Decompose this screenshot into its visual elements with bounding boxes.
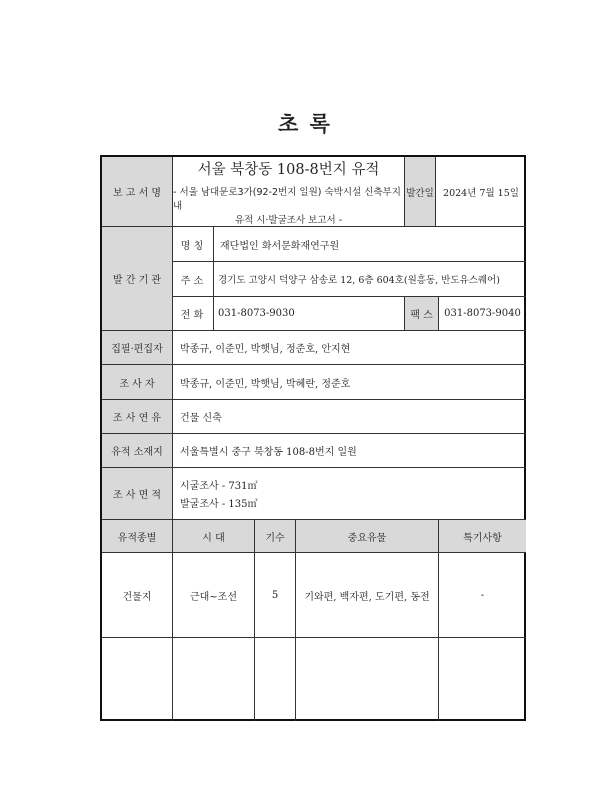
reason-label: 조 사 연 유: [102, 400, 172, 433]
table-cell-artifacts: 기와편, 백자편, 도기편, 동전: [304, 591, 430, 603]
publisher-phone-value: 031-8073-9030: [218, 308, 295, 319]
report-subtitle-line1: - 서울 남대문로3가(92-2번지 일원) 숙박시설 신축부지 내: [173, 186, 401, 212]
divider: [102, 552, 526, 553]
area-values: [173, 468, 526, 519]
publisher-name-label: 명 칭: [180, 240, 204, 252]
location-label: 유적 소재지: [102, 434, 172, 467]
col-header-period: 시 대: [173, 520, 254, 552]
area-excavation: 발굴조사 - 135㎡: [180, 499, 258, 510]
divider: [254, 520, 255, 721]
report-title-label: 보 고 서 명: [102, 157, 172, 226]
divider: [172, 520, 173, 721]
publisher-fax-value: 031-8073-9040: [444, 308, 521, 319]
divider: [102, 330, 526, 331]
publisher-address-value: 경기도 고양시 덕양구 삼송로 12, 6층 604호(원흥동, 반도유스퀘어): [218, 275, 500, 286]
publish-date-value: 2024년 7월 15일: [443, 187, 519, 199]
publisher-label: 발 간 기 관: [102, 227, 172, 330]
editors-value: 박종규, 이준민, 박햇님, 정준호, 안지현: [180, 344, 351, 355]
table-cell-site-type: 건물지: [122, 591, 152, 603]
divider: [102, 399, 526, 400]
publisher-address-label: 주 소: [180, 275, 204, 287]
publisher-phone-label: 전 화: [180, 310, 204, 321]
investigators-value: 박종규, 이준민, 박햇님, 박혜란, 정준호: [180, 378, 351, 390]
table-cell-notes: -: [480, 589, 485, 601]
report-title-block: [173, 157, 404, 226]
divider: [102, 433, 526, 434]
divider: [172, 296, 526, 297]
reason-value: 건물 신축: [180, 413, 222, 424]
divider: [172, 261, 526, 262]
divider: [102, 364, 526, 365]
divider: [102, 637, 526, 638]
divider: [295, 520, 296, 721]
publisher-fax-label: 팩 스: [405, 297, 438, 330]
abstract-table: [100, 155, 526, 721]
divider: [102, 467, 526, 468]
investigators-label: 조 사 자: [102, 365, 172, 399]
divider: [102, 519, 526, 520]
divider: [438, 520, 439, 721]
area-trial: 시굴조사 - 731㎡: [180, 481, 258, 492]
publisher-name-value: 재단법인 화서문화재연구원: [220, 240, 340, 252]
report-title: 서울 북창동 108-8번지 유적: [197, 161, 380, 178]
location-value: 서울특별시 중구 북창동 108-8번지 일원: [180, 447, 357, 458]
page-title: 초 록: [278, 111, 332, 136]
divider: [438, 297, 439, 330]
report-subtitle-line2: 유적 시·발굴조사 보고서 -: [234, 214, 343, 226]
publish-date-label: 발간일: [405, 157, 435, 226]
col-header-artifacts: 중요유물: [296, 520, 438, 552]
divider: [213, 227, 214, 330]
table-cell-period: 근대~조선: [189, 591, 238, 603]
col-header-count: 기수: [255, 520, 295, 552]
editors-label: 집필·편집자: [102, 331, 172, 364]
area-label: 조 사 면 적: [102, 468, 172, 519]
divider: [435, 157, 436, 226]
divider: [102, 226, 526, 227]
table-cell-count: 5: [271, 589, 279, 601]
divider: [404, 157, 405, 226]
divider: [172, 157, 173, 520]
divider: [404, 297, 405, 330]
col-header-notes: 특기사항: [439, 520, 526, 552]
col-header-site-type: 유적종별: [102, 520, 172, 552]
